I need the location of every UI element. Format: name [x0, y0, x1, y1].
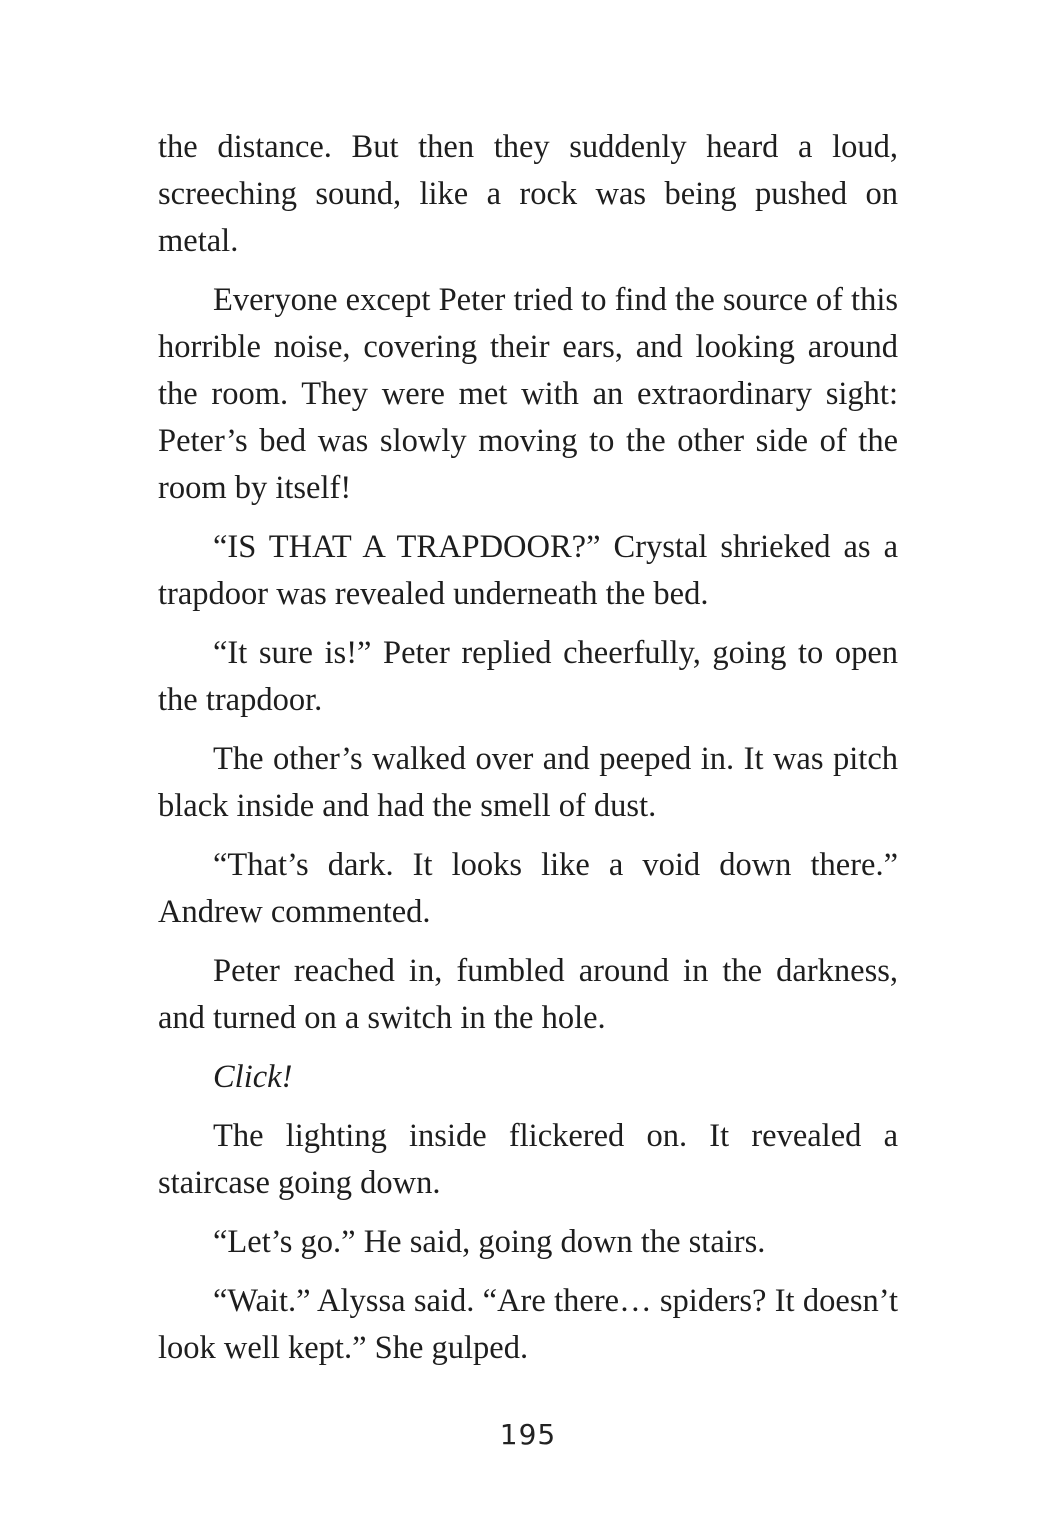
paragraph-6: “That’s dark. It looks like a void down there.” Andrew commented.	[158, 847, 898, 930]
paragraph-9: The lighting inside flickered on. It revealed a staircase going down.	[158, 1118, 898, 1201]
paragraph-4: “It sure is!” Peter replied cheerfully, going to open the trapdoor.	[158, 635, 898, 718]
paragraph-5: The other’s walked over and peeped in. It was pitch black inside and had the smell of dust.	[158, 741, 898, 824]
paragraph-8-sound-effect: Click!	[213, 1059, 293, 1095]
page-number: 195	[499, 1418, 557, 1451]
paragraph-3: “IS THAT A TRAPDOOR?” Crystal shrieked as a trapdoor was revealed underneath the bed.	[158, 529, 898, 612]
paragraph-11: “Wait.” Alyssa said. “Are there… spiders? It doesn’t look well kept.” She gulped.	[158, 1283, 898, 1366]
page-body	[158, 124, 898, 1384]
paragraph-2: Everyone except Peter tried to find the source of this horrible noise, covering their ears, and looking around the room. They were met with an extraordinary sight: Peter’s bed was slowly moving to the other side of the room by itself!	[158, 282, 898, 506]
paragraph-7: Peter reached in, fumbled around in the darkness, and turned on a switch in the hole.	[158, 953, 898, 1036]
paragraph-1: the distance. But then they suddenly heard a loud, screeching sound, like a rock was being pushed on metal.	[158, 129, 898, 259]
paragraph-10: “Let’s go.” He said, going down the stairs.	[213, 1224, 766, 1260]
